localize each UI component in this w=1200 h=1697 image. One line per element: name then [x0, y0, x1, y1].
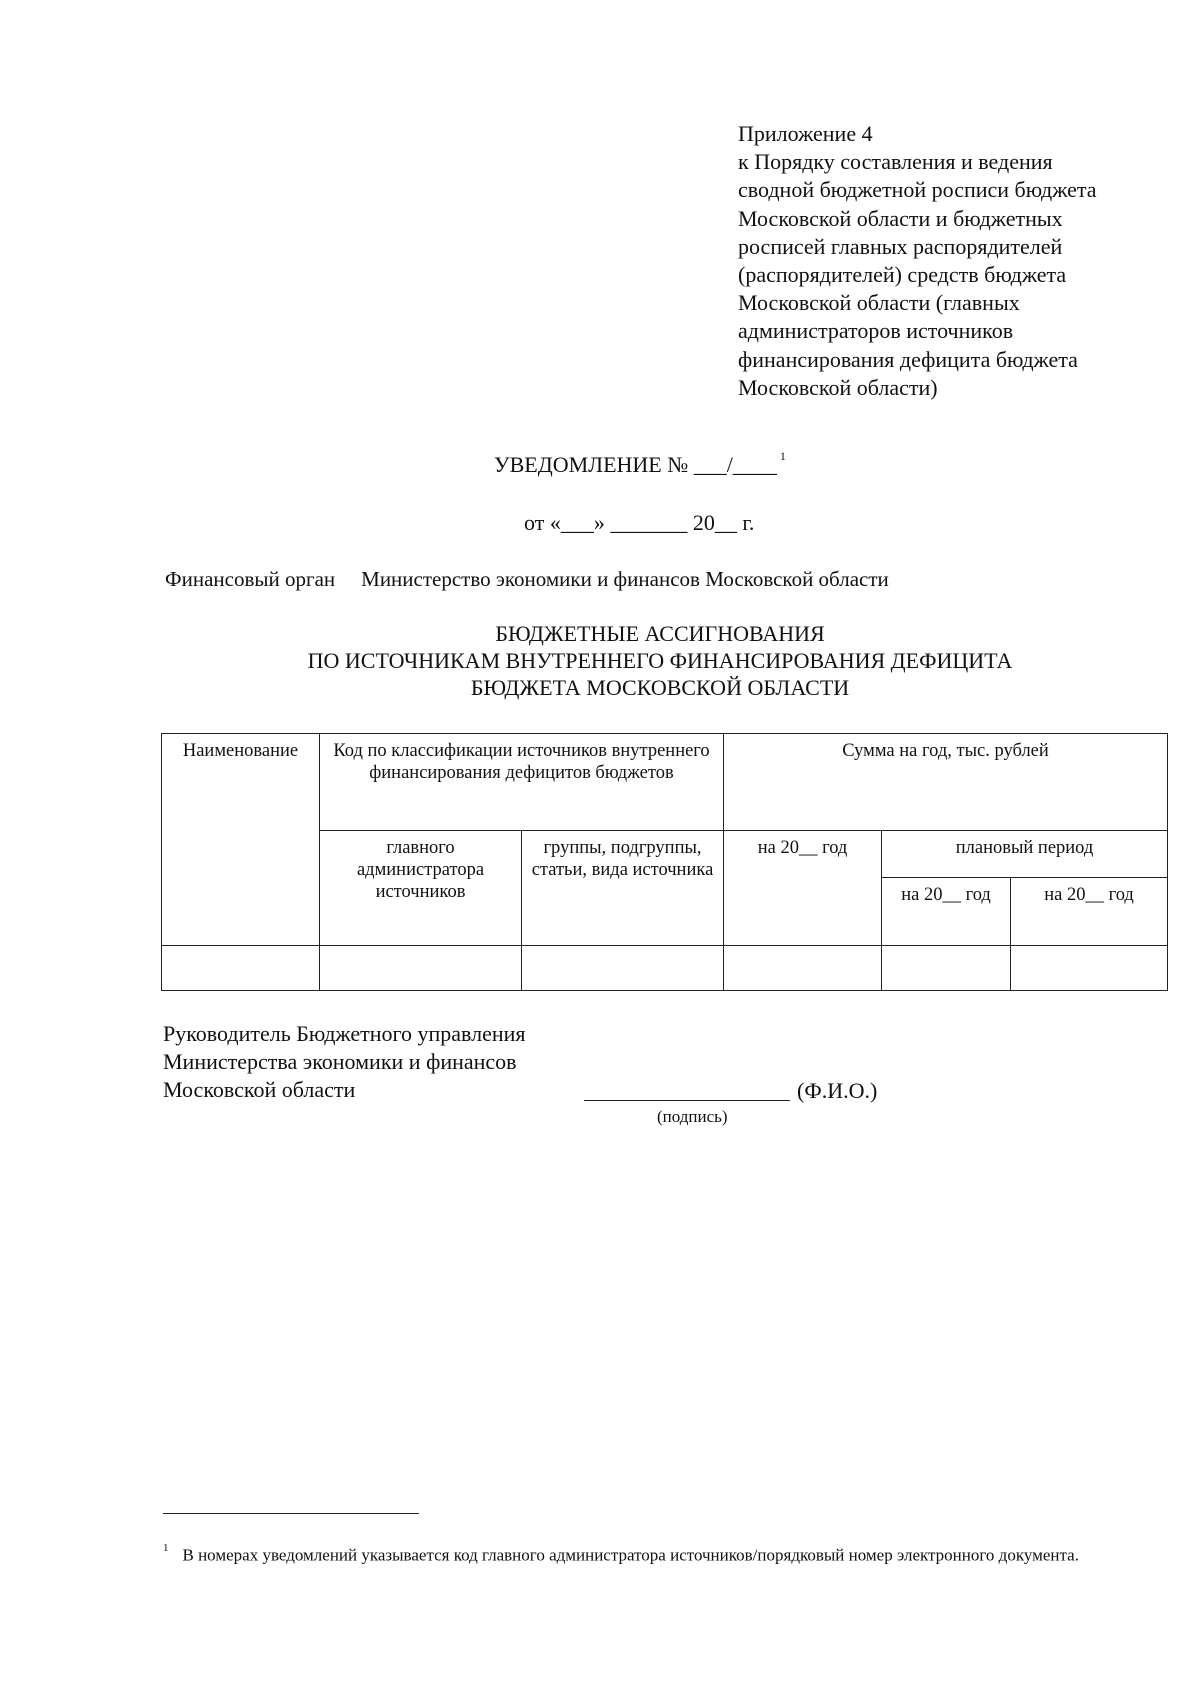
document-heading	[160, 620, 1160, 701]
appendix-line: сводной бюджетной росписи бюджета	[738, 177, 1097, 203]
notice-date: от «___» _______ 20__ г.	[524, 510, 755, 535]
footnote-text: В номерах уведомлений указывается код главного администратора источников/порядковый номер электронного документа.	[182, 1545, 1079, 1565]
notice-title	[494, 448, 786, 478]
subheader-plan-1: на 20__ год	[882, 878, 1011, 946]
appendix-line: Приложение 4	[738, 121, 873, 146]
table-cell	[882, 946, 1011, 991]
table-cell	[522, 946, 724, 991]
footnote	[163, 1540, 1138, 1567]
appendix-line: Московской области)	[738, 374, 938, 400]
table-cell	[1011, 946, 1168, 991]
subheader-year: на 20__ год	[724, 831, 882, 946]
heading-line: БЮДЖЕТА МОСКОВСКОЙ ОБЛАСТИ	[470, 675, 850, 700]
heading-line: ПО ИСТОЧНИКАМ ВНУТРЕННЕГО ФИНАНСИРОВАНИЯ ДЕФИЦИТА	[307, 648, 1013, 673]
subheader-plan-2: на 20__ год	[1011, 878, 1168, 946]
financial-body-label: Финансовый орган	[165, 567, 336, 591]
signer-line: Руководитель Бюджетного управления	[163, 1021, 526, 1046]
header-name: Наименование	[162, 734, 320, 946]
budget-table	[161, 733, 1168, 991]
appendix-line: Московской области и бюджетных	[738, 205, 1063, 231]
appendix-line: росписей главных распорядителей	[738, 233, 1063, 259]
table-cell	[162, 946, 320, 991]
subheader-admin: главного администратора источников	[320, 831, 522, 946]
table-cell	[320, 946, 522, 991]
notice-footnote-mark: 1	[779, 448, 786, 463]
appendix-block	[738, 120, 1178, 402]
heading-line: БЮДЖЕТНЫЕ АССИГНОВАНИЯ	[495, 621, 825, 646]
table-row	[162, 946, 1168, 991]
header-sum: Сумма на год, тыс. рублей	[724, 734, 1168, 831]
financial-body-value: Министерство экономики и финансов Московской области	[361, 567, 889, 591]
appendix-line: (распорядителей) средств бюджета	[738, 262, 1067, 288]
signer-line: Министерства экономики и финансов	[163, 1049, 517, 1074]
table-header-row	[162, 734, 1168, 831]
signature-fio: (Ф.И.О.)	[797, 1078, 878, 1103]
notice-title-text: УВЕДОМЛЕНИЕ № ___/____	[494, 452, 777, 477]
footnote-divider	[163, 1513, 419, 1514]
signature-line	[584, 1100, 790, 1101]
subheader-group: группы, подгруппы, статьи, вида источника	[522, 831, 724, 946]
appendix-line: администраторов источников	[738, 318, 1014, 344]
footnote-mark: 1	[163, 1542, 169, 1554]
signer-block	[163, 1020, 526, 1104]
appendix-line: к Порядку составления и ведения	[738, 149, 1053, 175]
table-cell	[724, 946, 882, 991]
financial-body-row	[165, 567, 889, 592]
appendix-line: Московской области (главных	[738, 290, 1020, 316]
subheader-planned: плановый период	[882, 831, 1168, 878]
signature-caption: (подпись)	[657, 1107, 728, 1126]
header-code: Код по классификации источников внутреннего финансирования дефицитов бюджетов	[320, 734, 724, 831]
signer-line: Московской области	[163, 1077, 356, 1102]
appendix-line: финансирования дефицита бюджета	[738, 346, 1078, 372]
